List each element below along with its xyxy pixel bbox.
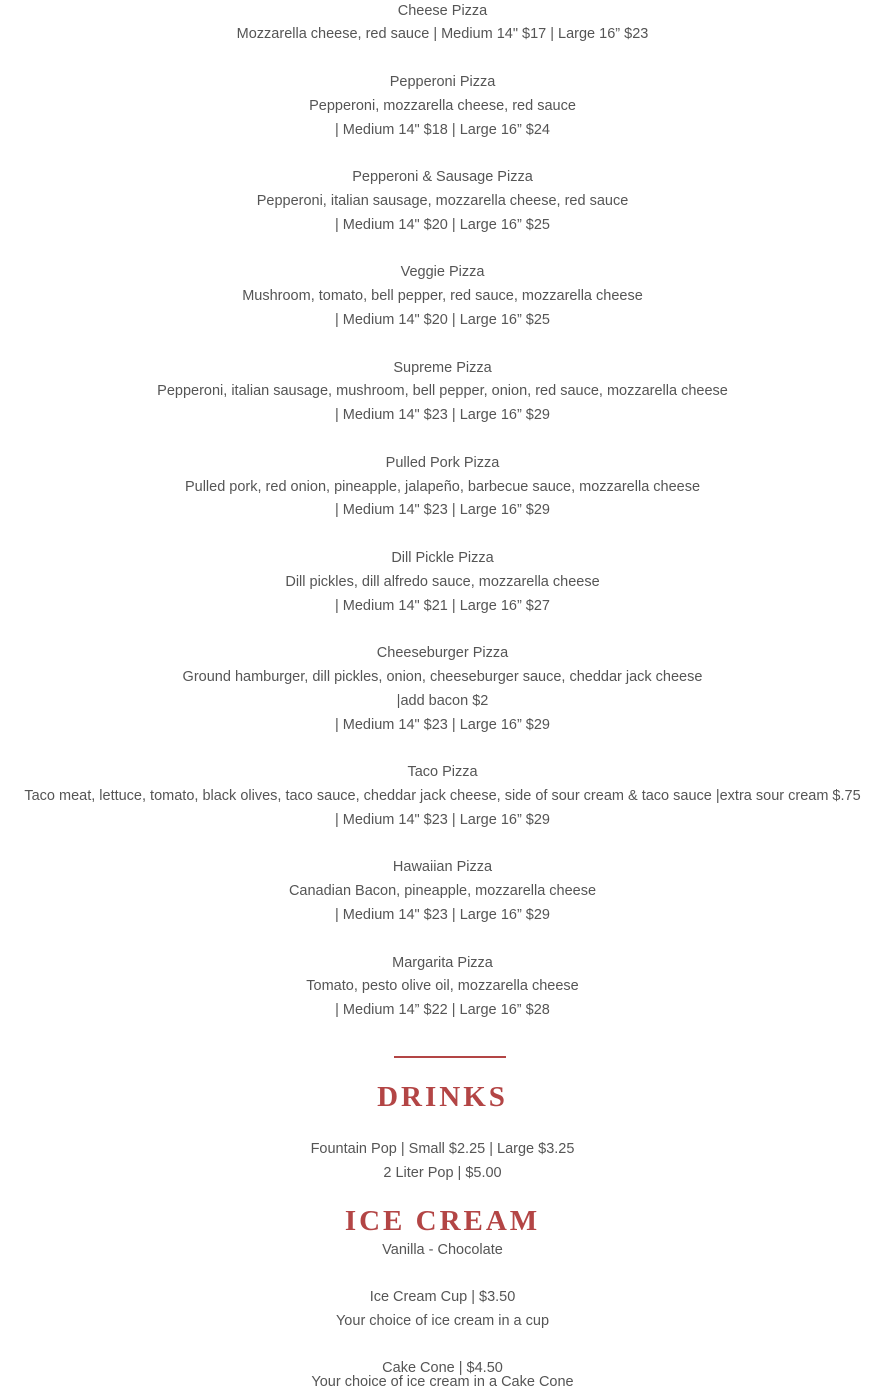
- pizza-price-margarita: | Medium 14” $22 | Large 16” $28: [335, 1002, 550, 1018]
- pizza-price-hawaiian: | Medium 14" $23 | Large 16” $29: [334, 907, 550, 923]
- drink-item-fountain: Fountain Pop | Small $2.25 | Large $3.25: [310, 1141, 575, 1157]
- pizza-desc-pepperoni-sausage: Pepperoni, italian sausage, mozzarella cheese, red sauce: [256, 193, 629, 209]
- pizza-desc-pulled-pork: Pulled pork, red onion, pineapple, jalapeño, barbecue sauce, mozzarella cheese: [184, 479, 701, 495]
- pizza-name-taco: Taco Pizza: [407, 764, 478, 780]
- pizza-name-cheese: Cheese Pizza: [397, 3, 488, 19]
- pizza-name-supreme: Supreme Pizza: [393, 360, 492, 376]
- pizza-name-cheeseburger: Cheeseburger Pizza: [376, 645, 509, 661]
- section-divider: [394, 1056, 506, 1058]
- pizza-price-pepperoni: | Medium 14" $18 | Large 16” $24: [334, 122, 550, 138]
- pizza-price-veggie: | Medium 14" $20 | Large 16” $25: [334, 312, 550, 328]
- pizza-name-pepperoni: Pepperoni Pizza: [389, 74, 496, 90]
- pizza-price-cheeseburger: | Medium 14" $23 | Large 16” $29: [334, 717, 550, 733]
- pizza-name-hawaiian: Hawaiian Pizza: [392, 859, 493, 875]
- pizza-desc-supreme: Pepperoni, italian sausage, mushroom, bell pepper, onion, red sauce, mozzarella cheese: [157, 383, 728, 399]
- pizza-price-pulled-pork: | Medium 14" $23 | Large 16” $29: [334, 502, 550, 518]
- ice-cream-heading: ICE CREAM: [344, 1205, 541, 1237]
- pizza-name-pepperoni-sausage: Pepperoni & Sausage Pizza: [352, 169, 533, 185]
- pizza-desc-hawaiian: Canadian Bacon, pineapple, mozzarella cheese: [288, 883, 597, 899]
- pizza-desc-taco: Taco meat, lettuce, tomato, black olives, taco sauce, cheddar jack cheese, side of sour cream & taco sauce |extra sour cream $.75: [24, 788, 861, 804]
- pizza-desc-veggie: Mushroom, tomato, bell pepper, red sauce, mozzarella cheese: [242, 288, 643, 304]
- drink-item-2liter: 2 Liter Pop | $5.00: [383, 1165, 502, 1181]
- ice-cream-cup-desc: Your choice of ice cream in a cup: [335, 1313, 550, 1329]
- pizza-name-pulled-pork: Pulled Pork Pizza: [385, 455, 500, 471]
- pizza-name-dill-pickle: Dill Pickle Pizza: [391, 550, 494, 566]
- ice-cream-flavors: Vanilla - Chocolate: [382, 1242, 503, 1258]
- pizza-desc-cheese: Mozzarella cheese, red sauce | Medium 14" $17 | Large 16” $23: [236, 26, 649, 42]
- ice-cream-cone-desc: Your choice of ice cream in a Cake Cone: [311, 1374, 574, 1390]
- pizza-extra-cheeseburger: |add bacon $2: [396, 693, 489, 709]
- pizza-price-taco: | Medium 14" $23 | Large 16” $29: [334, 812, 550, 828]
- pizza-price-supreme: | Medium 14" $23 | Large 16” $29: [334, 407, 550, 423]
- pizza-name-veggie: Veggie Pizza: [400, 264, 485, 280]
- pizza-desc-dill-pickle: Dill pickles, dill alfredo sauce, mozzarella cheese: [285, 574, 600, 590]
- ice-cream-cup-name: Ice Cream Cup | $3.50: [369, 1289, 516, 1305]
- drinks-heading: DRINKS: [377, 1081, 508, 1113]
- pizza-desc-margarita: Tomato, pesto olive oil, mozzarella cheese: [306, 978, 579, 994]
- pizza-name-margarita: Margarita Pizza: [392, 955, 493, 971]
- pizza-desc-pepperoni: Pepperoni, mozzarella cheese, red sauce: [309, 98, 576, 114]
- pizza-desc-cheeseburger: Ground hamburger, dill pickles, onion, cheeseburger sauce, cheddar jack cheese: [182, 669, 703, 685]
- pizza-price-dill-pickle: | Medium 14" $21 | Large 16” $27: [334, 598, 550, 614]
- ice-cream-cone-name: Cake Cone | $4.50: [382, 1360, 503, 1376]
- pizza-price-pepperoni-sausage: | Medium 14" $20 | Large 16” $25: [334, 217, 550, 233]
